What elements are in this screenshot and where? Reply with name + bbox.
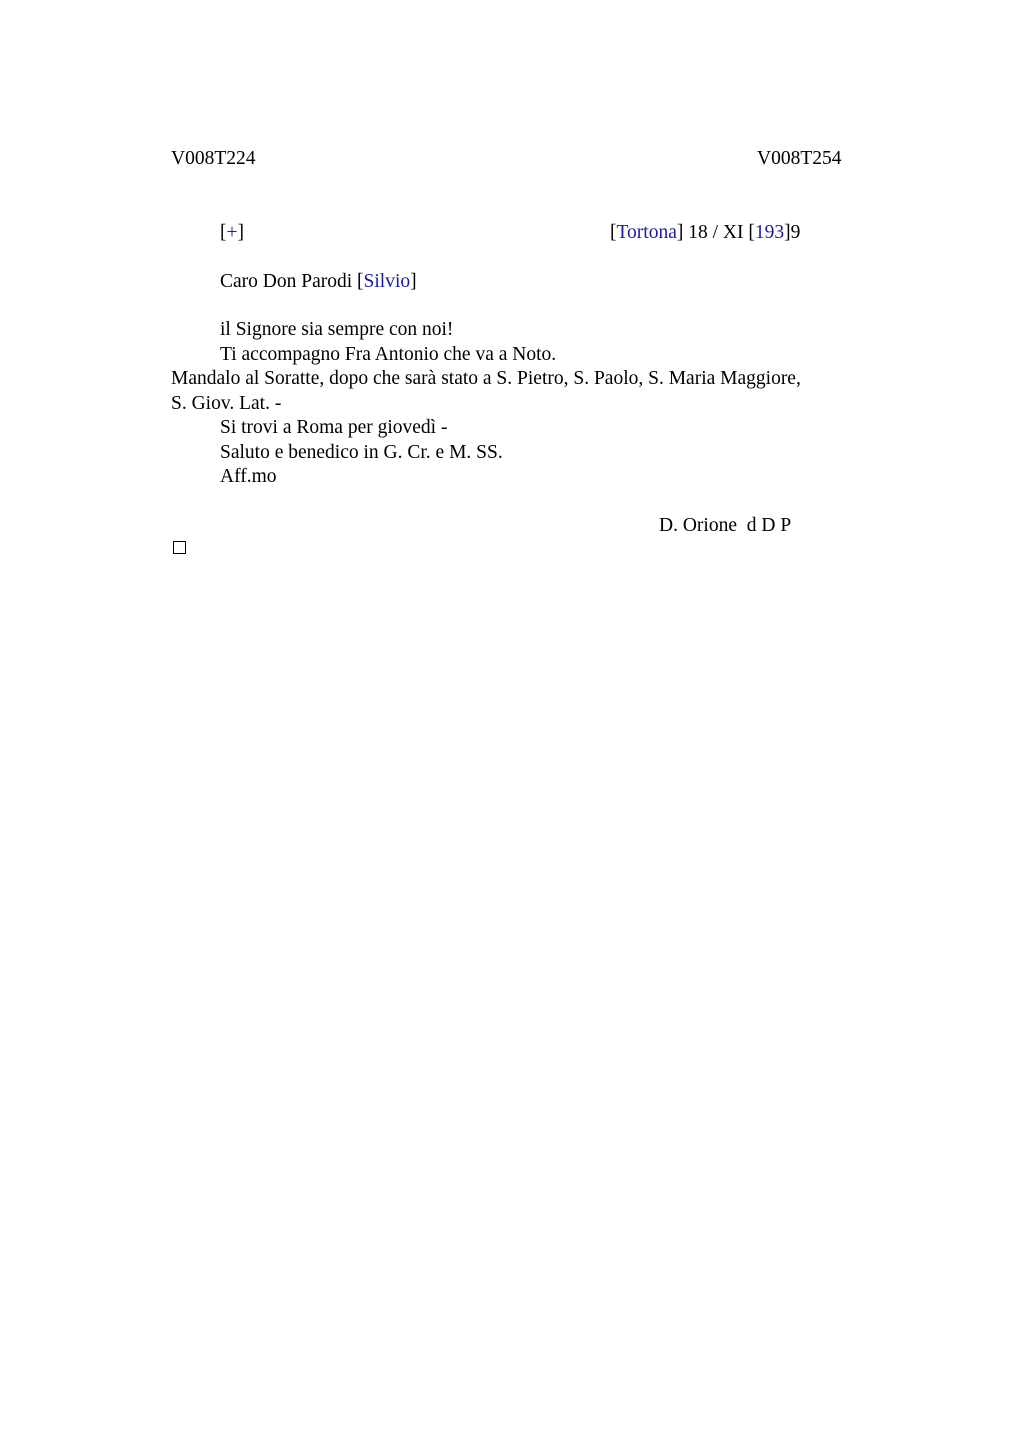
body-line: Mandalo al Soratte, dopo che sarà stato a S. Pietro, S. Paolo, S. Maria Maggiore, [171, 368, 801, 389]
date-place-link[interactable]: Tortona [616, 222, 677, 243]
body-line: Si trovi a Roma per giovedì - [220, 417, 448, 438]
body-line: Saluto e benedico in G. Cr. e M. SS. [220, 442, 503, 463]
cross-open-bracket: [ [220, 222, 227, 243]
letter-date [610, 223, 800, 243]
cross-link[interactable]: + [226, 222, 238, 243]
body-line: Ti accompagno Fra Antonio che va a Noto. [220, 344, 557, 365]
body-line: il Signore sia sempre con noi! [220, 319, 454, 340]
cross-marker [220, 223, 244, 243]
signature: D. Orione d D P [659, 515, 792, 536]
salutation-close-bracket: ] [410, 271, 417, 292]
header-right-code: V008T254 [757, 148, 842, 169]
salutation [220, 272, 417, 292]
date-open-bracket: [ [610, 222, 617, 243]
date-end-text: ]9 [784, 222, 801, 243]
body-line: S. Giov. Lat. - [171, 393, 282, 414]
header-left-code: V008T224 [171, 148, 256, 169]
date-year-link[interactable]: 193 [754, 222, 785, 243]
salutation-name-link[interactable]: Silvio [363, 271, 411, 292]
cross-close-bracket: ] [237, 222, 244, 243]
date-middle-text: ] 18 / XI [ [676, 222, 755, 243]
checkbox-square-icon [173, 541, 186, 554]
salutation-text: Caro Don Parodi [ [220, 271, 364, 292]
closing-line: Aff.mo [220, 466, 277, 487]
